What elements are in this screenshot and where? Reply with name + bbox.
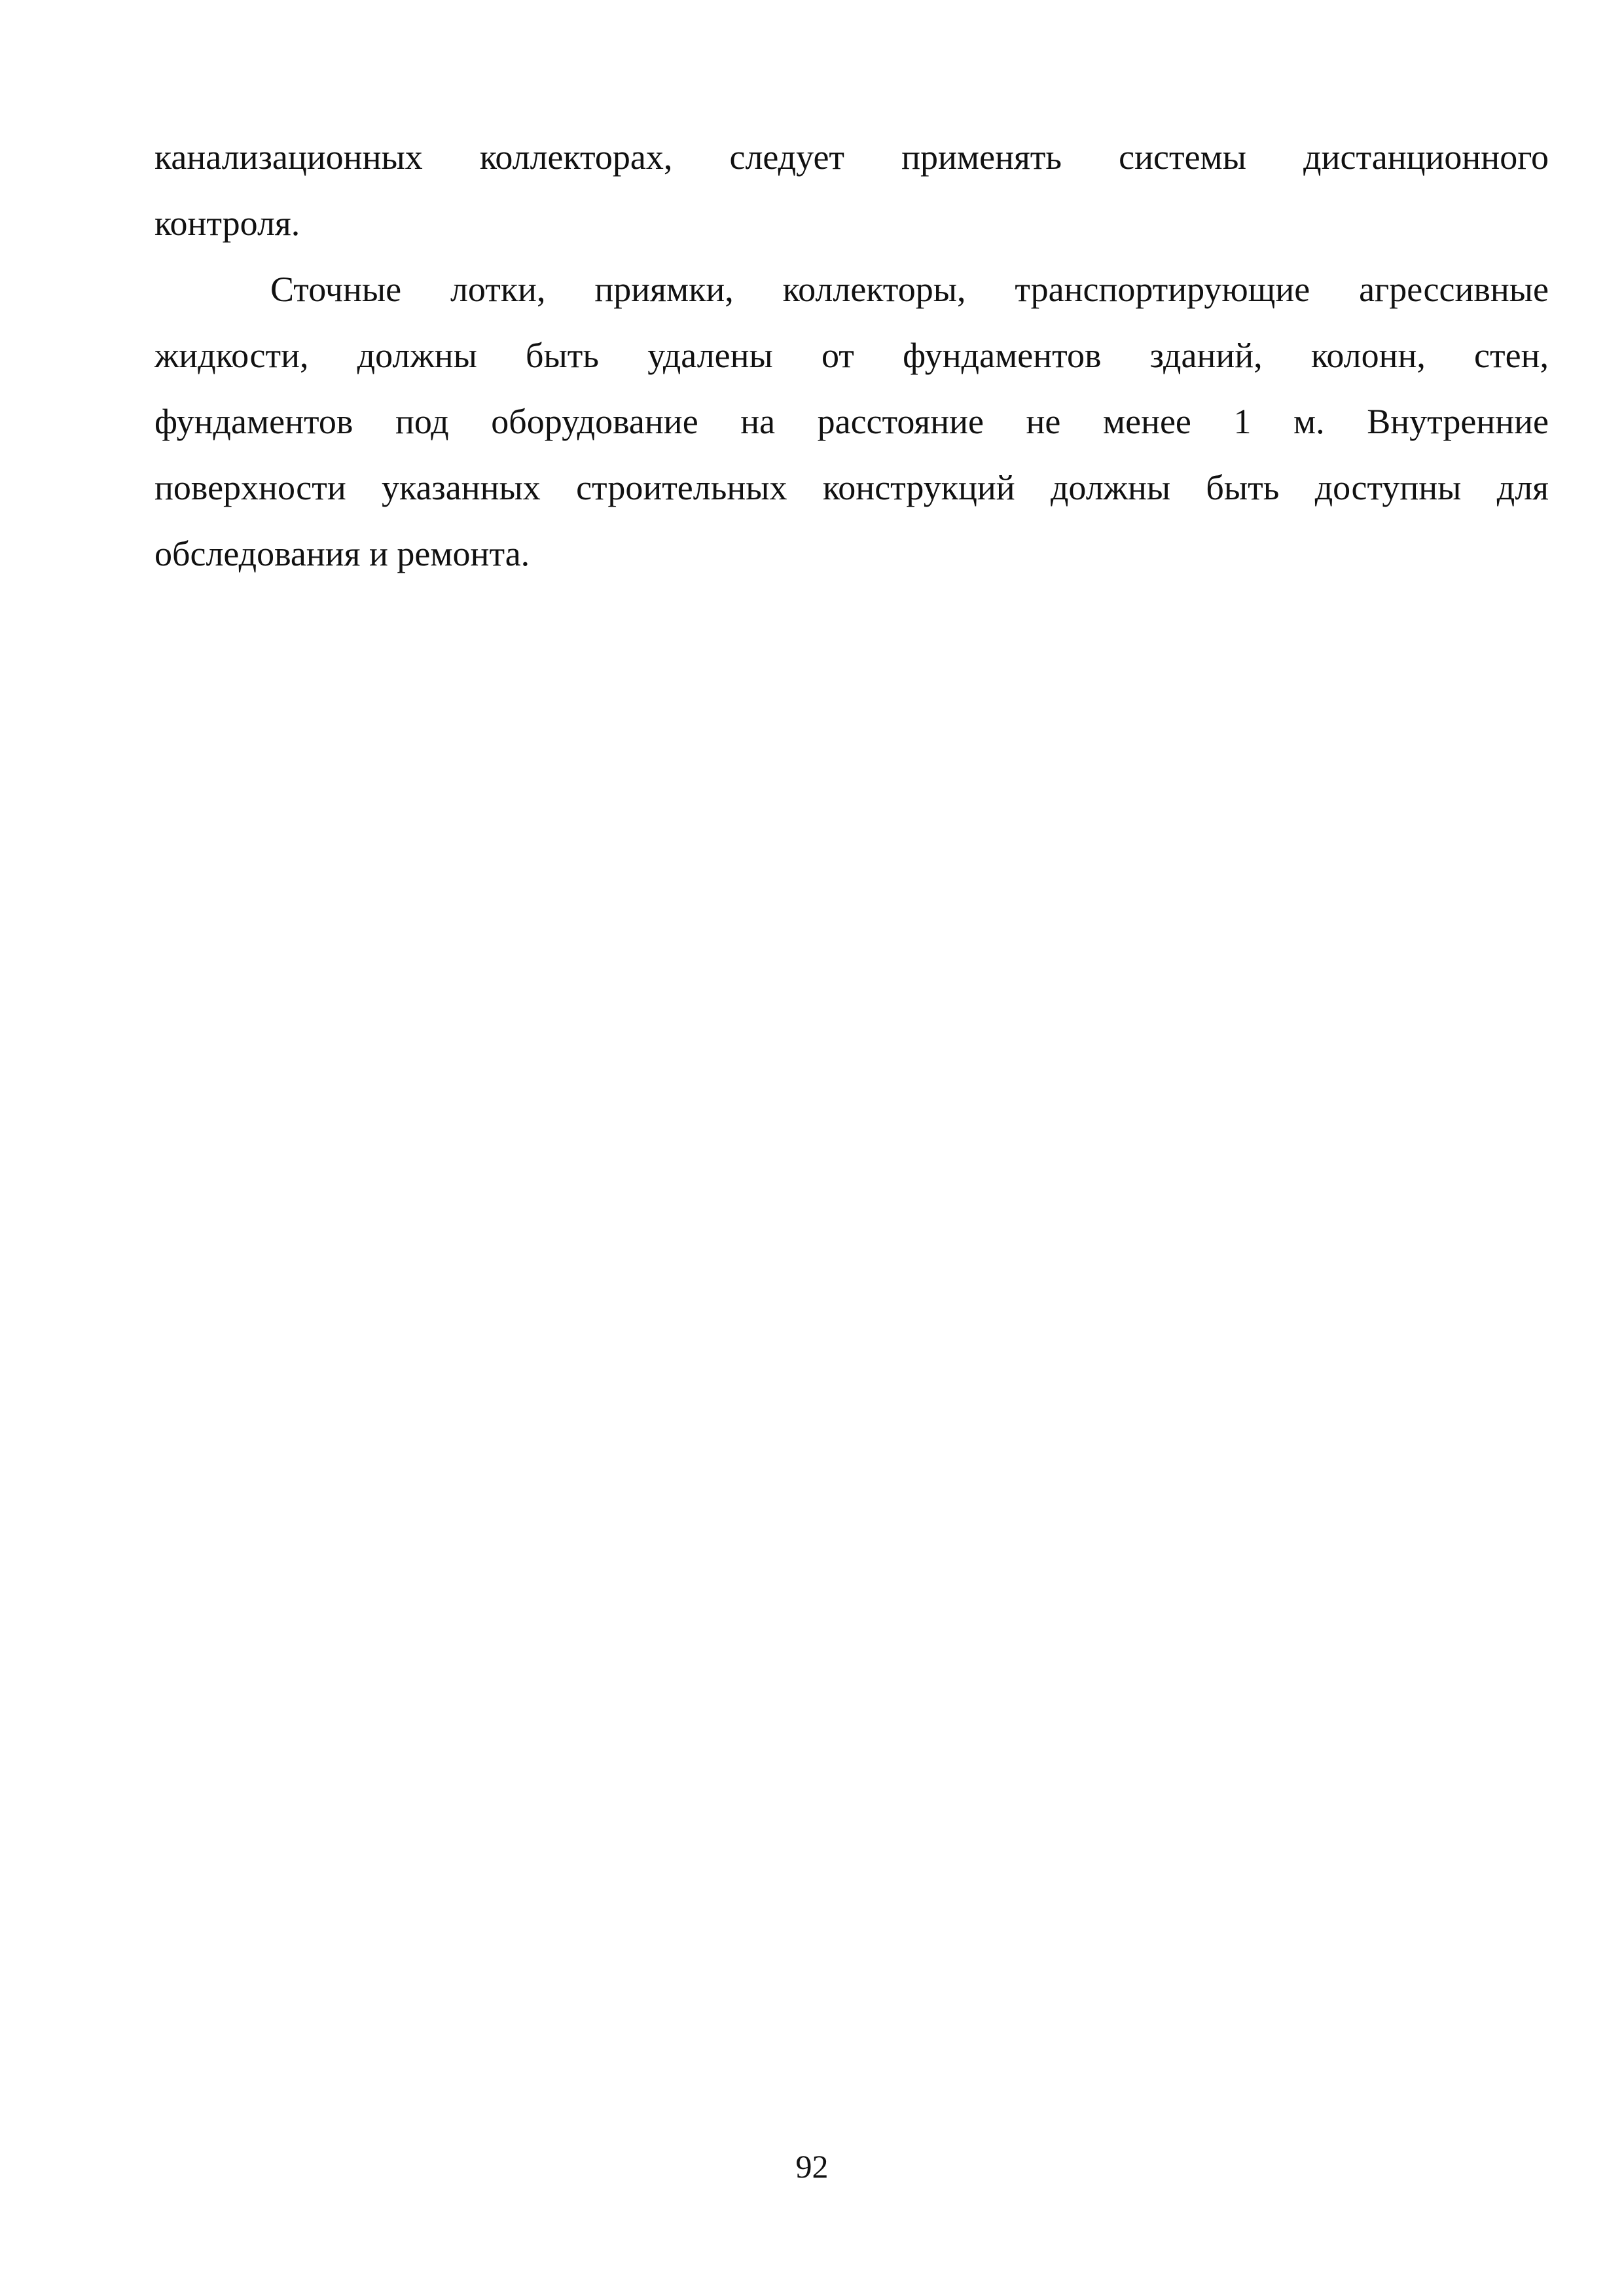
text-line: жидкости, должны быть удалены от фундаментов зданий, колонн, стен, <box>154 336 1549 375</box>
text-line: контроля. <box>154 204 300 243</box>
paragraph-2 <box>154 257 1549 587</box>
text-line: Сточные лотки, приямки, коллекторы, транспортирующие агрессивные <box>270 270 1549 309</box>
body-text <box>154 124 1549 587</box>
text-line: канализационных коллекторах, следует применять системы дистанционного <box>154 137 1549 177</box>
text-line: обследования и ремонта. <box>154 534 530 573</box>
text-line: поверхности указанных строительных конструкций должны быть доступны для <box>154 468 1549 507</box>
page-number: 92 <box>795 2148 829 2185</box>
paragraph-1 <box>154 124 1549 257</box>
text-line: фундаментов под оборудование на расстояние не менее 1 м. Внутренние <box>154 402 1549 441</box>
